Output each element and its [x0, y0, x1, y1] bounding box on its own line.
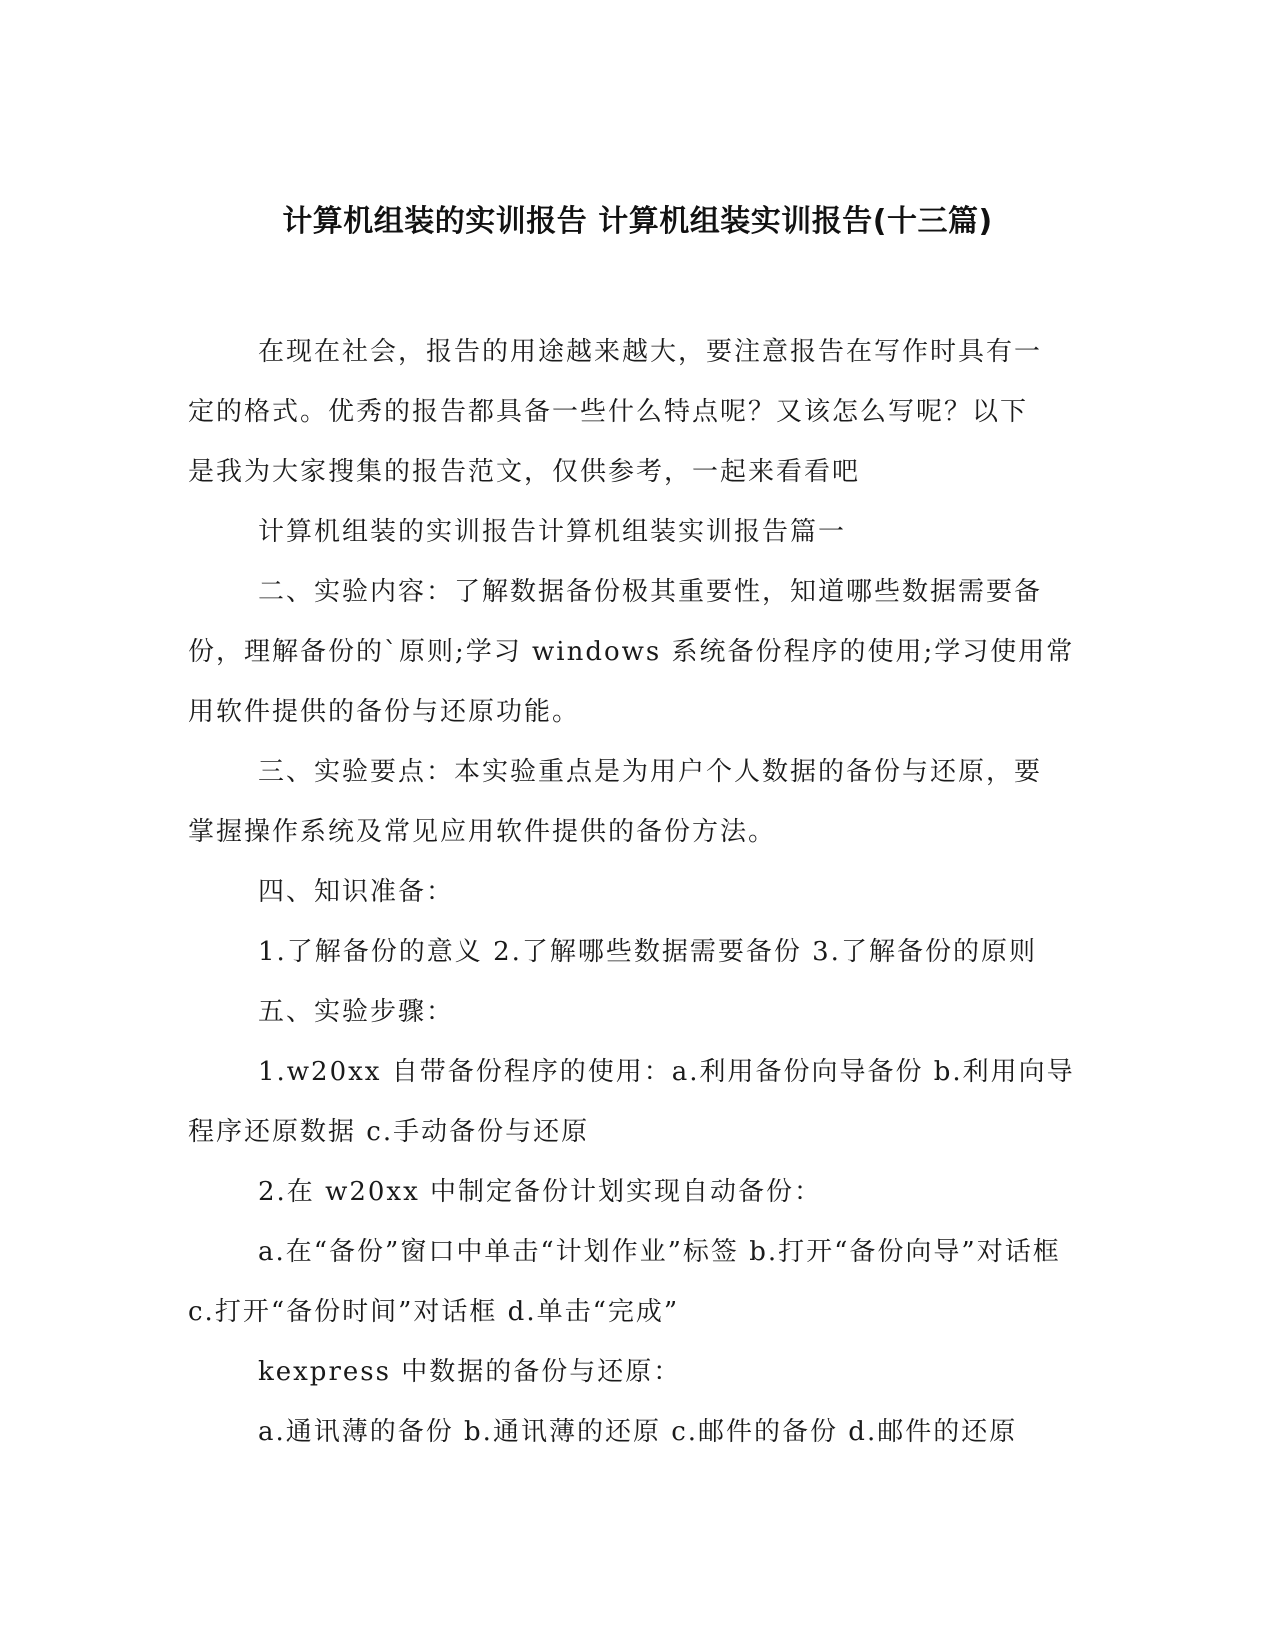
body-line: 份，理解备份的`原则;学习 windows 系统备份程序的使用;学习使用常	[188, 637, 1075, 667]
document-body	[188, 322, 1078, 1462]
body-line: a.在“备份”窗口中单击“计划作业”标签 b.打开“备份向导”对话框	[258, 1237, 1061, 1267]
body-line: kexpress 中数据的备份与还原：	[258, 1357, 682, 1387]
document-title: 计算机组装的实训报告 计算机组装实训报告(十三篇)	[282, 204, 993, 239]
body-line: 在现在社会，报告的用途越来越大，要注意报告在写作时具有一	[258, 337, 1043, 367]
body-line: 三、实验要点：本实验重点是为用户个人数据的备份与还原，要	[258, 757, 1043, 787]
body-line: 1.了解备份的意义 2.了解哪些数据需要备份 3.了解备份的原则	[258, 937, 1037, 967]
body-line: 2.在 w20xx 中制定备份计划实现自动备份：	[258, 1177, 823, 1207]
body-line: c.打开“备份时间”对话框 d.单击“完成”	[188, 1297, 680, 1327]
body-line: 定的格式。优秀的报告都具备一些什么特点呢？又该怎么写呢？以下	[188, 397, 1029, 427]
body-line: 用软件提供的备份与还原功能。	[188, 697, 581, 727]
body-line: 是我为大家搜集的报告范文，仅供参考，一起来看看吧	[188, 457, 861, 487]
body-line: 二、实验内容：了解数据备份极其重要性，知道哪些数据需要备	[258, 577, 1043, 607]
body-line: 四、知识准备：	[258, 877, 455, 907]
body-line: 1.w20xx 自带备份程序的使用：a.利用备份向导备份 b.利用向导	[258, 1057, 1075, 1087]
body-line: 程序还原数据 c.手动备份与还原	[188, 1117, 590, 1147]
body-line: 五、实验步骤：	[258, 997, 455, 1027]
body-line: a.通讯薄的备份 b.通讯薄的还原 c.邮件的备份 d.邮件的还原	[258, 1417, 1018, 1447]
body-line: 掌握操作系统及常见应用软件提供的备份方法。	[188, 817, 777, 847]
section-heading: 计算机组装的实训报告计算机组装实训报告篇一	[258, 517, 847, 547]
